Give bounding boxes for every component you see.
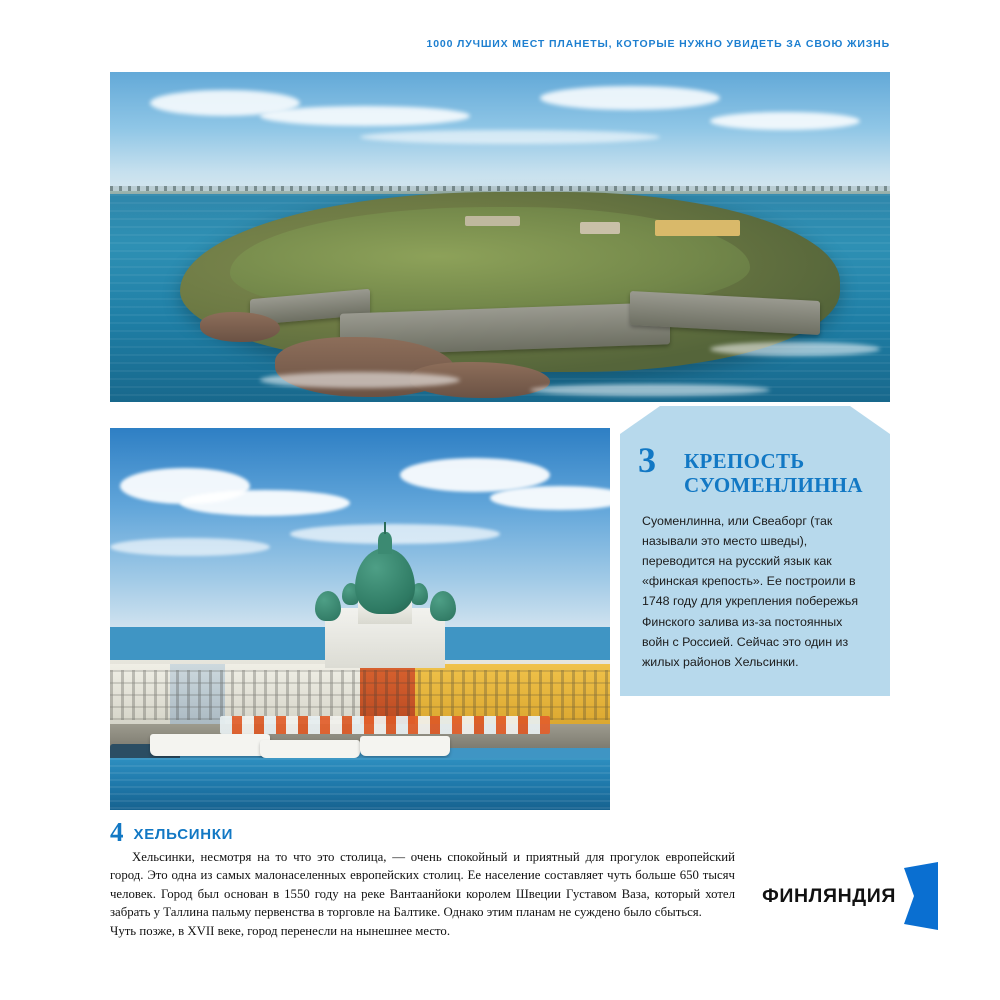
- helsinki-harbour-photo: [110, 428, 610, 810]
- country-label: ФИНЛЯНДИЯ: [762, 884, 896, 907]
- bookmark-marker-icon: [904, 862, 938, 930]
- country-banner: [762, 862, 938, 930]
- fortress-building: [655, 220, 740, 236]
- callout-card: [620, 406, 890, 696]
- cathedral-minor-dome: [315, 591, 341, 621]
- fortress-building: [580, 222, 620, 234]
- shore-rock: [200, 312, 280, 342]
- callout-text: Суоменлинна, или Свеаборг (так называли это место шведы), переводится на русский язык как «финская крепость». Ее построили в 1748 году для укрепления побережья Финского залива из-за постоянных войн с Россией. Сейчас это один из жилых районов Хельсинки.: [642, 514, 859, 669]
- cloud-shape: [180, 490, 350, 516]
- callout-number: 3: [638, 440, 656, 480]
- cloud-shape: [360, 130, 660, 144]
- window-grid: [110, 670, 610, 720]
- sea-foam: [710, 342, 880, 356]
- harbour-water: [110, 758, 610, 810]
- fortress-building: [465, 216, 520, 226]
- cloud-shape: [710, 112, 860, 130]
- harbour-boat: [150, 734, 270, 756]
- callout-tab-shape: [620, 406, 890, 434]
- callout-tab: [620, 406, 890, 434]
- cloud-shape: [540, 86, 720, 110]
- suomenlinna-aerial-photo: [110, 72, 890, 402]
- harbour-boat: [260, 740, 360, 758]
- cathedral-lantern: [378, 532, 392, 554]
- article-number: 4: [110, 817, 124, 847]
- cathedral-minor-dome: [430, 591, 456, 621]
- harbour-boat: [360, 736, 450, 756]
- cloud-shape: [290, 524, 500, 544]
- running-head: 1000 ЛУЧШИХ МЕСТ ПЛАНЕТЫ, КОТОРЫЕ НУЖНО УВИДЕТЬ ЗА СВОЮ ЖИЗНЬ: [426, 38, 890, 50]
- callout-body: [620, 434, 890, 696]
- article-paragraph: Хельсинки, несмотря на то что это столица, — очень спокойный и приятный для прогулок европейский город. Это одна из самых малонаселенных европейских столиц. Ее население составляет чуть больше 650 тысяч человек. Город был основан в 1550 году на реке Вантаанйоки королем Швеции Густавом Ваза, который хотел забрать у Таллина пальму первенства в торговле на Балтике. Однако этим планам не суждено было сбыться.: [110, 850, 735, 919]
- article-heading: [110, 817, 735, 847]
- callout-title: КРЕПОСТЬ СУОМЕНЛИННА: [684, 449, 863, 497]
- cloud-shape: [260, 106, 470, 126]
- article-paragraph: Чуть позже, в XVII веке, город перенесли на нынешнее место.: [110, 923, 451, 938]
- sea-foam: [530, 384, 770, 396]
- article-block: [110, 817, 735, 940]
- cloud-shape: [110, 538, 270, 556]
- cathedral-cross: [384, 522, 386, 534]
- sea-foam: [260, 372, 460, 388]
- market-tents: [220, 716, 550, 734]
- article-title: ХЕЛЬСИНКИ: [133, 826, 234, 844]
